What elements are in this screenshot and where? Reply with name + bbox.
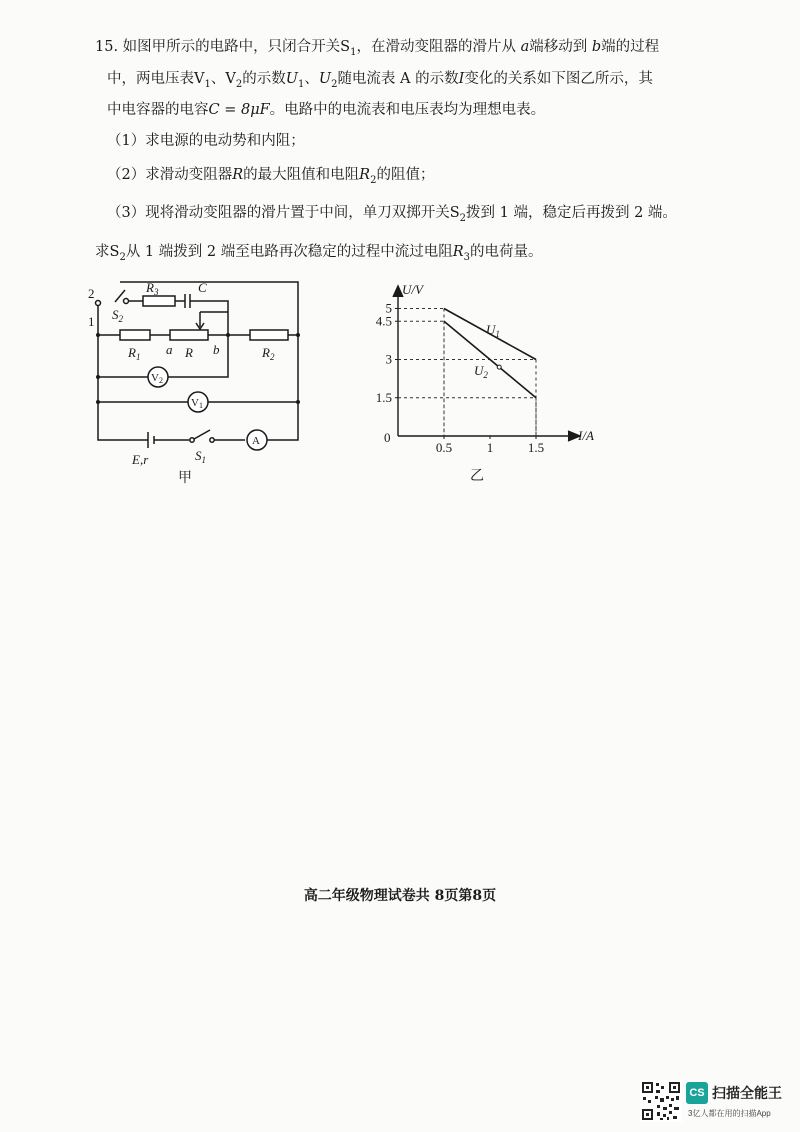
switch-pos-2-label: 2 [88,286,95,301]
c-label: C [198,280,207,295]
y-tick-label-4.5: 4.5 [375,313,392,329]
u2-label: $U_2$ [474,363,488,380]
r1-label: $R_1$ [128,345,141,362]
question-line-1: 15. 如图甲所示的电路中，只闭合开关$S_1$，在滑动变阻器的滑片从 a端移动到 b端的过程 [95,39,660,58]
app-name: 扫描全能王 [712,1085,782,1101]
rheostat-r [170,330,208,340]
u1-label: $U_1$ [486,322,500,339]
switch-pos-1-label: 1 [88,314,95,329]
x-tick-label-0.5: 0.5 [435,440,453,455]
u2-marker [497,365,501,369]
part-2: （2）求滑动变阻器R的最大阻值和电阻$R_2$的阻值； [107,167,435,186]
circuit-diagram [80,272,320,487]
a-label: a [166,342,173,357]
scanner-watermark [640,1080,800,1124]
r3-label: $R_3$ [146,280,159,297]
ammeter-label: A [252,435,260,447]
part-1: （1）求电源的电动势和内阻； [107,133,305,149]
graph-u-i [360,278,620,488]
y-tick-label-3: 3 [385,351,392,367]
capacitance-value: C = 8μF [208,102,270,118]
resistor-r1 [120,330,150,340]
part-3-line-2: 求$S_2$从 1 端拨到 2 端至电路再次稳定的过程中流过电阻$R_3$的电荷量。 [95,244,543,263]
part-3: （3）现将滑动变阻器的滑片置于中间，单刀双掷开关$S_2$拨到 1 端，稳定后再拨到 2 端。 [107,205,677,224]
x-tick-label-1: 1 [486,440,494,455]
x-axis-label: I/A [578,428,594,443]
question-line-3: 中电容器的电容C = 8μF。电路中的电流表和电压表均为理想电表。 [107,102,546,118]
resistor-r3 [143,296,175,306]
app-tagline: 3亿人都在用的扫描App [688,1109,771,1118]
r-label: R [185,345,193,360]
s2-label: $S_2$ [112,307,123,324]
origin-label: 0 [384,430,391,445]
y-tick-label-5: 5 [385,300,392,316]
graph-caption: 乙 [470,469,484,484]
b-label: b [213,342,220,357]
s1-label: $S_1$ [195,448,206,465]
r2-label: $R_2$ [262,345,275,362]
y-tick-label-1.5: 1.5 [375,389,392,405]
x-tick-label-1.5: 1.5 [527,440,545,455]
resistor-r2 [250,330,288,340]
v2-label: V2 [151,372,163,385]
circuit-caption: 甲 [178,471,192,486]
question-line-2: 中，两电压表$V_1$、$V_2$的示数$U_1$、$U_2$随电流表 A 的示数I变化的关系如下图乙所示，其 [107,71,653,90]
source-label: E,r [132,452,149,467]
page-footer: 高二年级物理试卷共 8页第8页 [303,888,497,904]
y-axis-label: U/V [402,282,423,297]
question-number: 15. [95,39,119,55]
v1-label: V1 [191,397,203,410]
qr-code-icon [640,1080,682,1122]
cs-logo: CS [686,1082,708,1104]
